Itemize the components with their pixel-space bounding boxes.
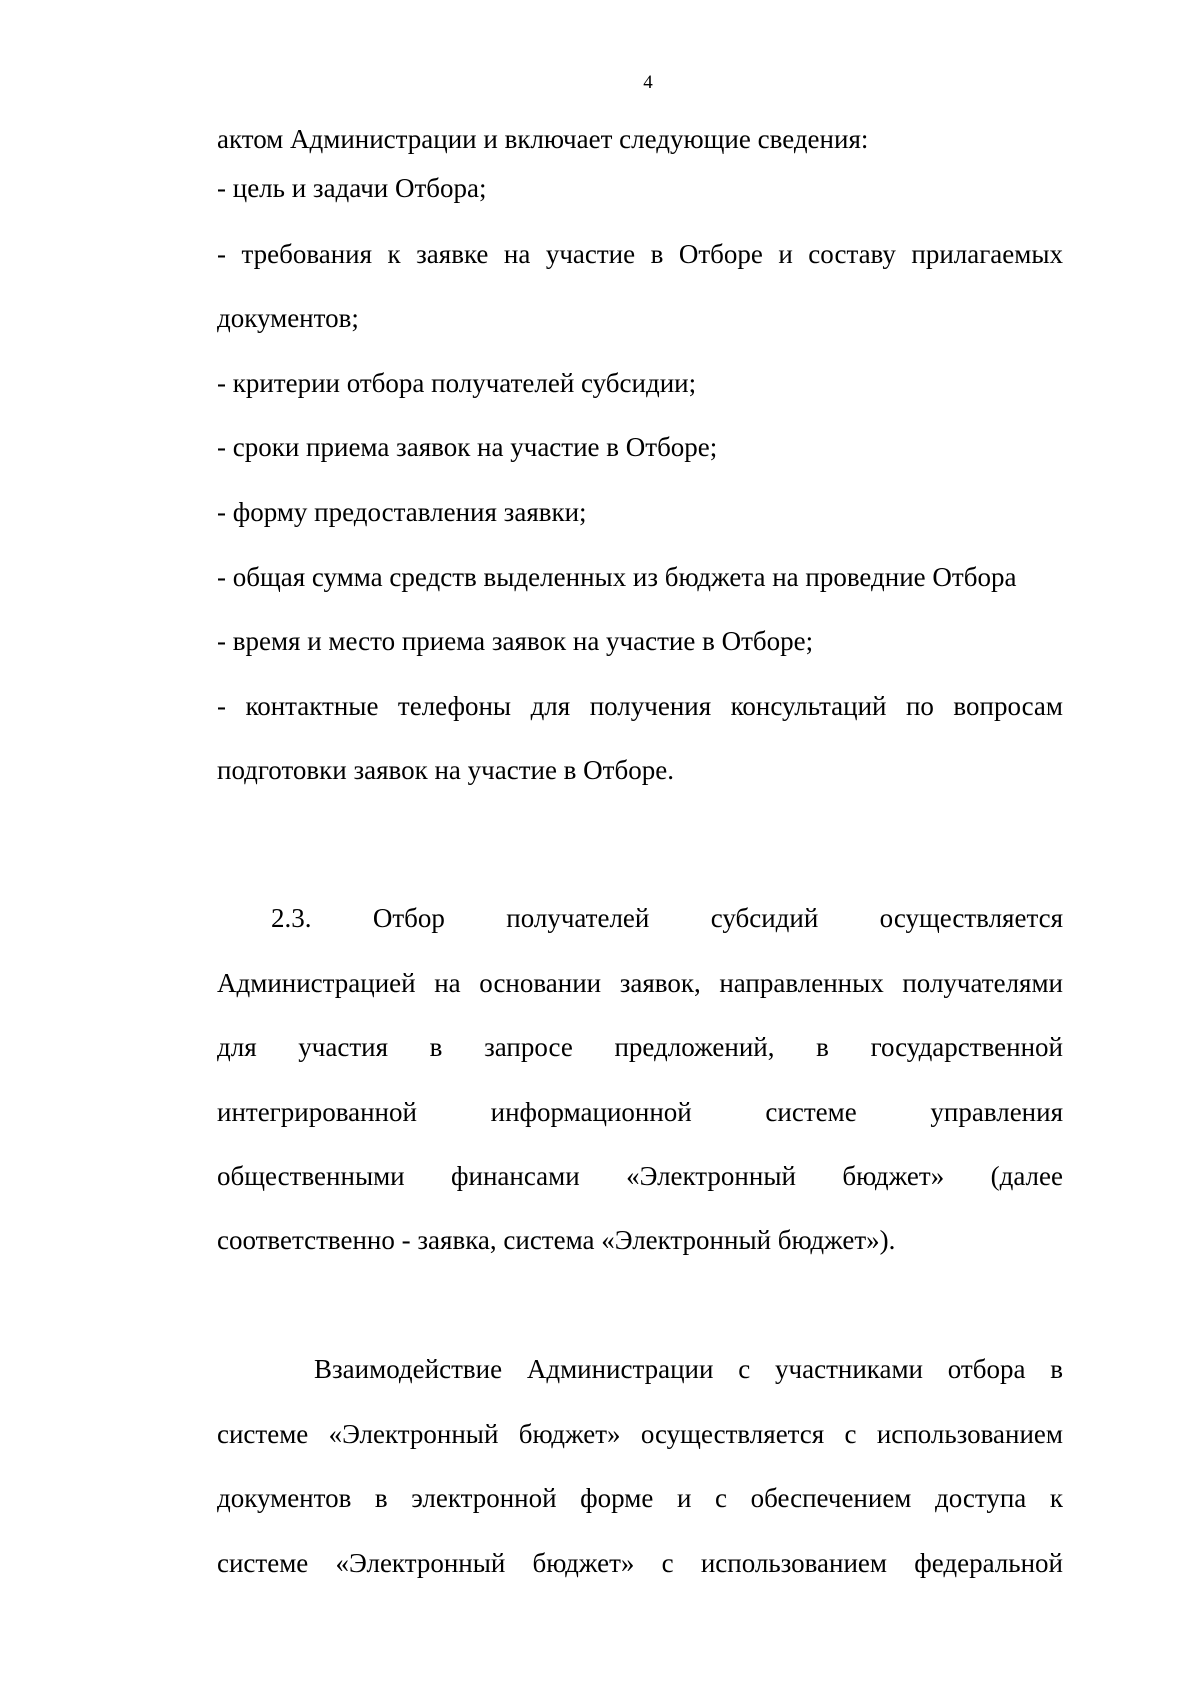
paragraph-line: Взаимодействие Администрации с участниками отбора в	[314, 1354, 1063, 1384]
paragraph-line: документов в электронной форме и с обеспечением доступа к	[217, 1483, 1063, 1513]
paragraph-line: соответственно - заявка, система «Электронный бюджет»).	[217, 1225, 896, 1255]
list-item: - общая сумма средств выделенных из бюджета на проведние Отбора	[217, 562, 1017, 592]
list-item: - форму предоставления заявки;	[217, 497, 587, 527]
list-item: подготовки заявок на участие в Отборе.	[217, 755, 674, 785]
page-number: 4	[643, 72, 653, 93]
paragraph-line: интегрированной информационной системе управления	[217, 1097, 1063, 1127]
list-intro: актом Администрации и включает следующие сведения:	[217, 124, 869, 154]
list-item: - сроки приема заявок на участие в Отборе;	[217, 432, 718, 462]
paragraph-line: Администрацией на основании заявок, направленных получателями	[217, 968, 1063, 998]
paragraph-line: общественными финансами «Электронный бюджет» (далее	[217, 1161, 1063, 1191]
list-item: - критерии отбора получателей субсидии;	[217, 368, 697, 398]
paragraph-line: системе «Электронный бюджет» осуществляется с использованием	[217, 1419, 1063, 1449]
list-item: - требования к заявке на участие в Отборе и составу прилагаемых	[217, 239, 1063, 269]
list-item: - контактные телефоны для получения консультаций по вопросам	[217, 691, 1063, 721]
list-item: - цель и задачи Отбора;	[217, 173, 487, 203]
list-item: - время и место приема заявок на участие в Отборе;	[217, 626, 814, 656]
paragraph-line: системе «Электронный бюджет» с использованием федеральной	[217, 1548, 1063, 1578]
paragraph-line: для участия в запросе предложений, в государственной	[217, 1032, 1063, 1062]
list-item: документов;	[217, 303, 359, 333]
paragraph-line: 2.3. Отбор получателей субсидий осуществляется	[271, 903, 1063, 933]
